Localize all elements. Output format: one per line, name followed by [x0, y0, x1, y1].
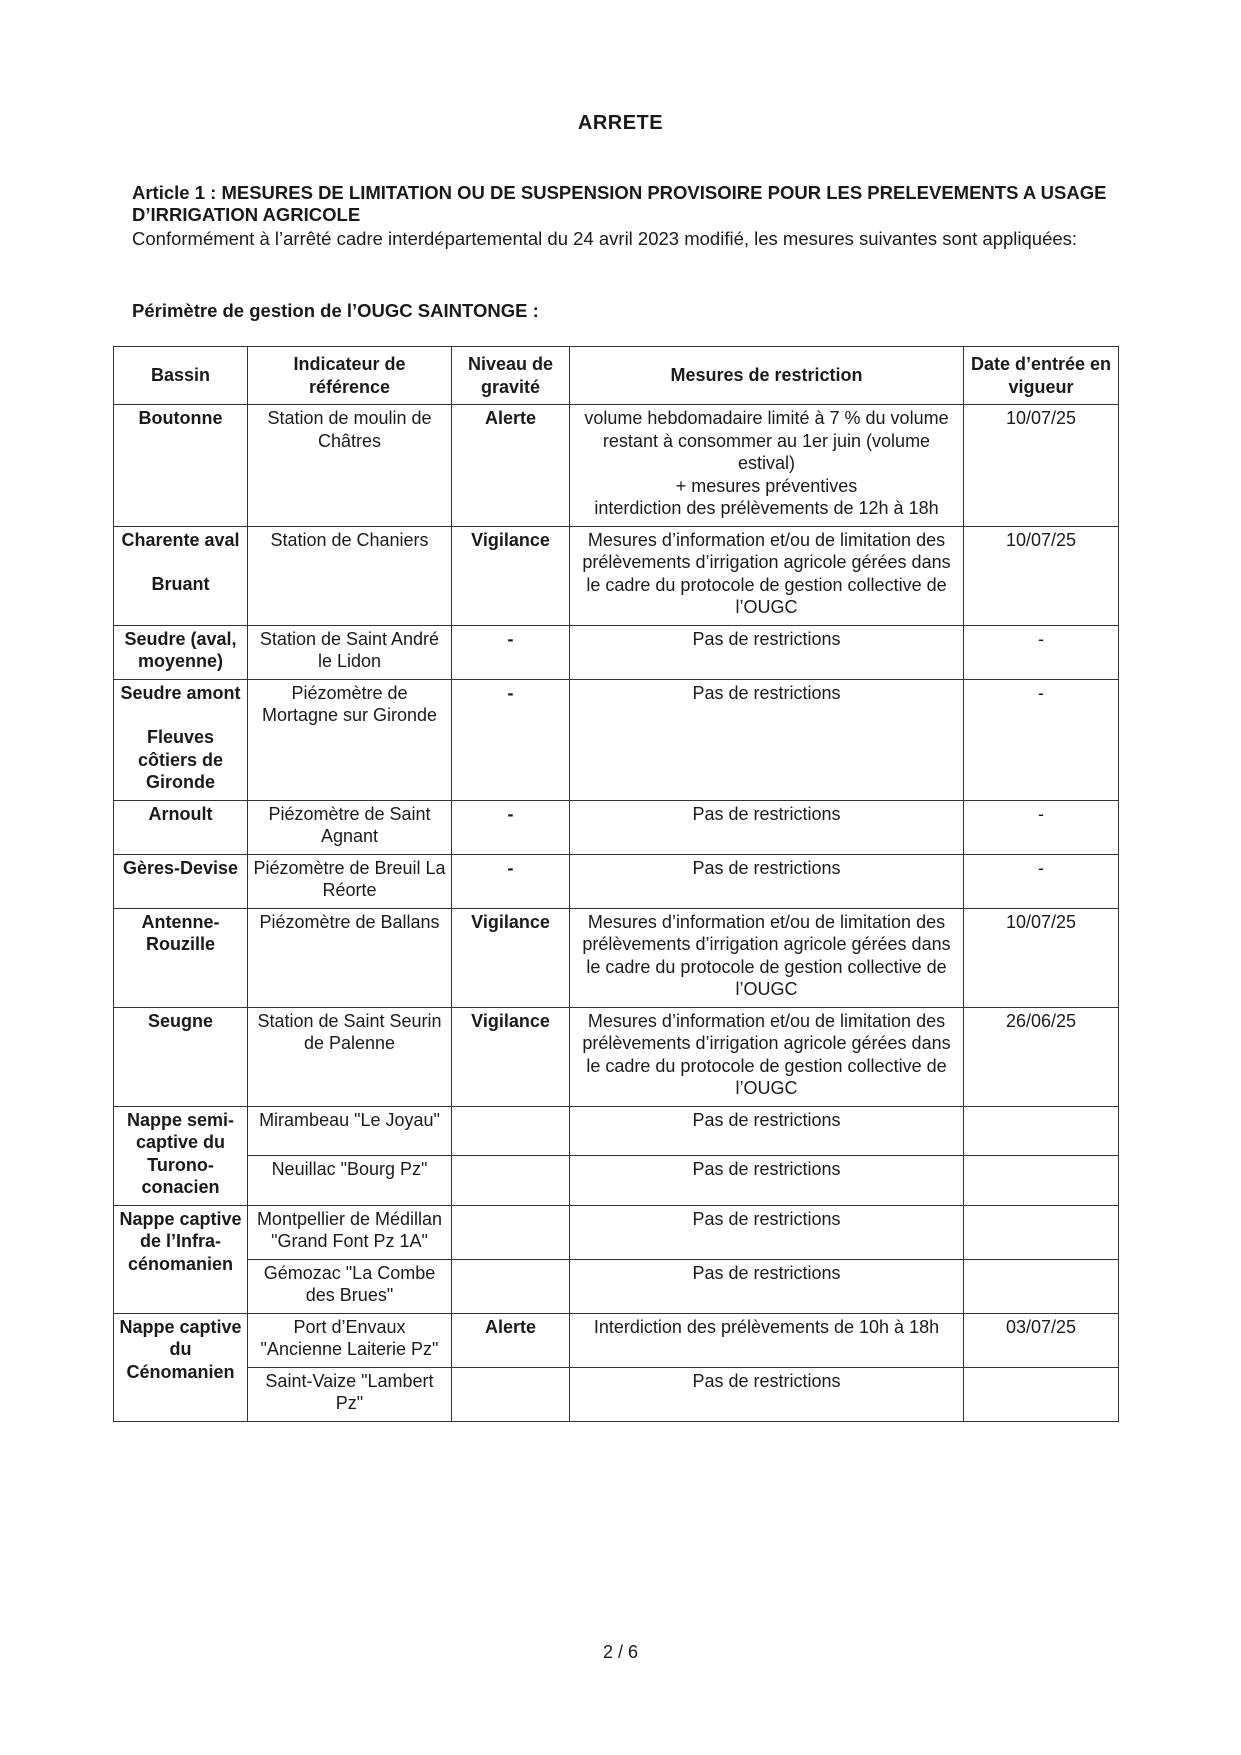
indicateur-cell: Gémozac "La Combe des Brues" — [248, 1259, 452, 1313]
header-bassin: Bassin — [114, 347, 248, 405]
indicateur-cell: Piézomètre de Ballans — [248, 908, 452, 1007]
bassin-cell: Nappe semi-captive du Turono-conacien — [114, 1106, 248, 1205]
mesures-cell: Pas de restrictions — [570, 1259, 964, 1313]
indicateur-cell: Station de moulin de Châtres — [248, 405, 452, 527]
date-cell: - — [964, 679, 1119, 800]
niveau-cell: - — [452, 800, 570, 854]
indicateur-cell: Piézomètre de Saint Agnant — [248, 800, 452, 854]
restriction-table — [113, 346, 1119, 1422]
niveau-cell — [452, 1205, 570, 1259]
date-cell: 03/07/25 — [964, 1313, 1119, 1367]
date-cell: - — [964, 625, 1119, 679]
mesures-cell: Pas de restrictions — [570, 1106, 964, 1156]
table-row — [114, 1313, 1119, 1367]
article-intro: Conformément à l’arrêté cadre interdépartemental du 24 avril 2023 modifié, les mesures suivantes sont appliquées: — [132, 228, 1078, 249]
niveau-cell: Vigilance — [452, 526, 570, 625]
table-row — [114, 679, 1119, 800]
indicateur-cell: Montpellier de Médillan "Grand Font Pz 1A" — [248, 1205, 452, 1259]
indicateur-cell: Port d’Envaux "Ancienne Laiterie Pz" — [248, 1313, 452, 1367]
niveau-cell — [452, 1367, 570, 1421]
date-cell: 26/06/25 — [964, 1007, 1119, 1106]
bassin-cell — [114, 679, 248, 800]
header-niveau: Niveau de gravité — [452, 347, 570, 405]
table-row — [114, 1205, 1119, 1259]
mesures-line: volume hebdomadaire limité à 7 % du volume restant à consommer au 1er juin (volume estival) — [584, 408, 949, 473]
header-date: Date d’entrée en vigueur — [964, 347, 1119, 405]
header-indicateur: Indicateur de référence — [248, 347, 452, 405]
indicateur-cell: Saint-Vaize "Lambert Pz" — [248, 1367, 452, 1421]
table-row — [114, 800, 1119, 854]
header-mesures: Mesures de restriction — [570, 347, 964, 405]
bassin-cell: Antenne-Rouzille — [114, 908, 248, 1007]
bassin-name: Charente aval — [121, 529, 240, 550]
document-title: ARRETE — [577, 112, 664, 134]
bassin-cell: Gères-Devise — [114, 854, 248, 908]
mesures-cell: Mesures d’information et/ou de limitation des prélèvements d’irrigation agricole gérées dans le cadre du protocole de gestion collective de l’OUGC — [570, 908, 964, 1007]
niveau-cell: - — [452, 854, 570, 908]
table-row — [114, 1156, 1119, 1206]
date-cell — [964, 1205, 1119, 1259]
indicateur-cell: Mirambeau "Le Joyau" — [248, 1106, 452, 1156]
bassin-name: Bruant — [151, 574, 210, 594]
table-row — [114, 625, 1119, 679]
niveau-cell — [452, 1106, 570, 1156]
niveau-cell: Vigilance — [452, 1007, 570, 1106]
mesures-cell: Pas de restrictions — [570, 625, 964, 679]
indicateur-cell: Station de Saint André le Lidon — [248, 625, 452, 679]
table-row — [114, 1259, 1119, 1313]
table-row — [114, 526, 1119, 625]
mesures-cell: Pas de restrictions — [570, 1205, 964, 1259]
niveau-cell: Vigilance — [452, 908, 570, 1007]
mesures-cell: Interdiction des prélèvements de 10h à 18h — [570, 1313, 964, 1367]
indicateur-cell: Piézomètre de Breuil La Réorte — [248, 854, 452, 908]
niveau-cell: Alerte — [452, 405, 570, 527]
niveau-cell: - — [452, 679, 570, 800]
bassin-cell: Nappe captive de l’Infra-cénomanien — [114, 1205, 248, 1313]
niveau-cell: Alerte — [452, 1313, 570, 1367]
date-cell: 10/07/25 — [964, 908, 1119, 1007]
bassin-cell: Arnoult — [114, 800, 248, 854]
indicateur-cell: Neuillac "Bourg Pz" — [248, 1156, 452, 1206]
table-row — [114, 405, 1119, 527]
date-cell — [964, 1156, 1119, 1206]
niveau-cell: - — [452, 625, 570, 679]
date-cell: - — [964, 854, 1119, 908]
mesures-line: interdiction des prélèvements de 12h à 18h — [594, 498, 939, 518]
mesures-line: + mesures préventives — [675, 475, 858, 496]
indicateur-cell: Piézomètre de Mortagne sur Gironde — [248, 679, 452, 800]
mesures-cell: Mesures d’information et/ou de limitation des prélèvements d’irrigation agricole gérées dans le cadre du protocole de gestion collective de l’OUGC — [570, 1007, 964, 1106]
page-number: 2 / 6 — [602, 1642, 639, 1662]
mesures-cell: Mesures d’information et/ou de limitation des prélèvements d’irrigation agricole gérées dans le cadre du protocole de gestion collective de l’OUGC — [570, 526, 964, 625]
mesures-cell: Pas de restrictions — [570, 1156, 964, 1206]
bassin-cell: Nappe captive du Cénomanien — [114, 1313, 248, 1421]
mesures-cell: Pas de restrictions — [570, 679, 964, 800]
date-cell: - — [964, 800, 1119, 854]
niveau-cell — [452, 1156, 570, 1206]
date-cell — [964, 1259, 1119, 1313]
mesures-cell: Pas de restrictions — [570, 854, 964, 908]
table-row — [114, 1007, 1119, 1106]
bassin-name: Seudre amont — [120, 682, 241, 703]
mesures-cell — [570, 405, 964, 527]
mesures-cell: Pas de restrictions — [570, 1367, 964, 1421]
bassin-cell: Seudre (aval, moyenne) — [114, 625, 248, 679]
date-cell: 10/07/25 — [964, 526, 1119, 625]
niveau-cell — [452, 1259, 570, 1313]
date-cell — [964, 1367, 1119, 1421]
table-header-row — [114, 347, 1119, 405]
article-heading: Article 1 : MESURES DE LIMITATION OU DE SUSPENSION PROVISOIRE POUR LES PRELEVEMENTS A USAGE D’IRRIGATION AGRICOLE — [132, 182, 1107, 225]
bassin-cell — [114, 526, 248, 625]
table-row — [114, 854, 1119, 908]
table-row — [114, 1106, 1119, 1156]
date-cell — [964, 1106, 1119, 1156]
date-cell: 10/07/25 — [964, 405, 1119, 527]
bassin-cell: Seugne — [114, 1007, 248, 1106]
table-row — [114, 908, 1119, 1007]
mesures-cell: Pas de restrictions — [570, 800, 964, 854]
indicateur-cell: Station de Chaniers — [248, 526, 452, 625]
indicateur-cell: Station de Saint Seurin de Palenne — [248, 1007, 452, 1106]
bassin-name: Fleuves côtiers de Gironde — [137, 727, 224, 792]
perimetre-heading: Périmètre de gestion de l’OUGC SAINTONGE : — [132, 300, 539, 321]
bassin-cell: Boutonne — [114, 405, 248, 527]
table-row — [114, 1367, 1119, 1421]
